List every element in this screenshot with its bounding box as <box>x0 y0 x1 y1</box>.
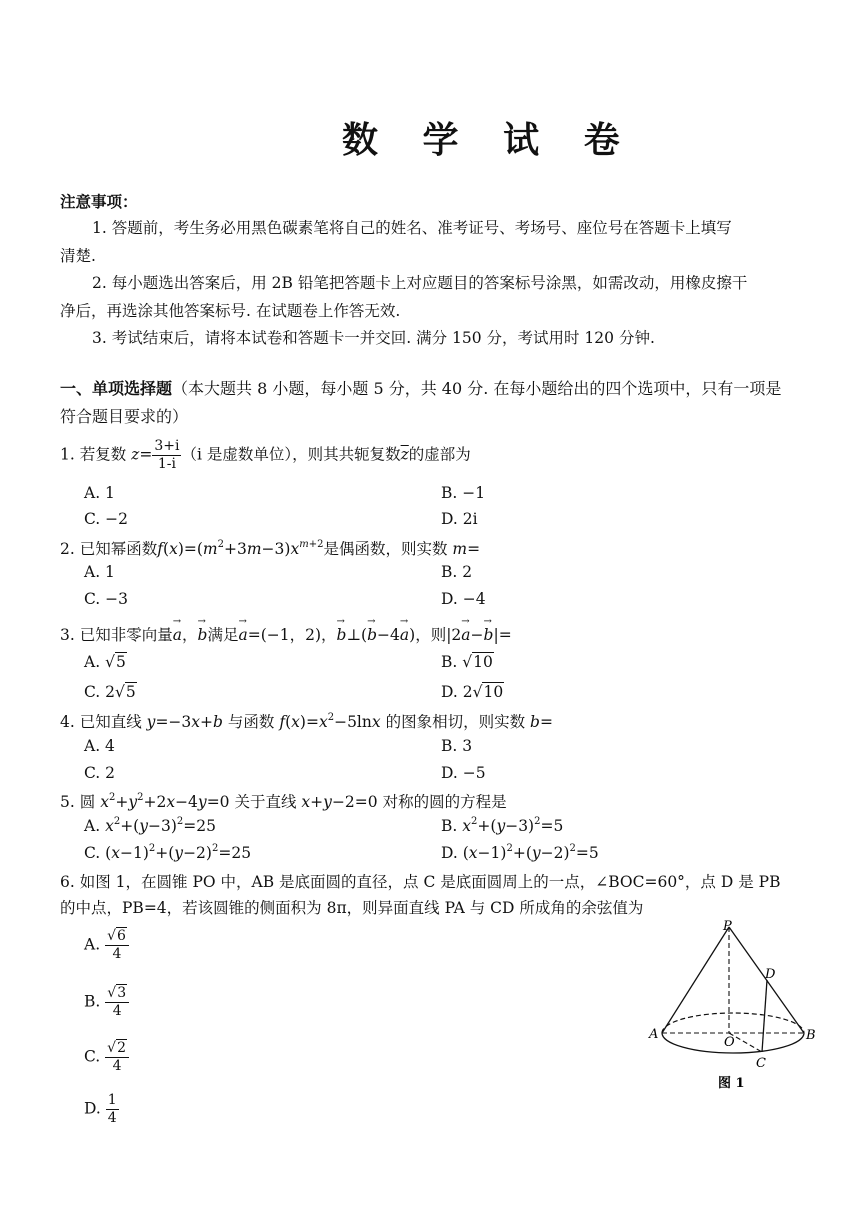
option-a[interactable]: A. 4 <box>84 737 115 755</box>
question-number: 5. <box>60 793 75 811</box>
question-text: 若复数 <box>79 445 127 464</box>
option-b[interactable]: B. −1 <box>441 484 486 502</box>
section-heading <box>60 376 781 399</box>
notice-item-1-cont: 清楚. <box>60 247 96 265</box>
question-2: 2. 已知幂函数$f(x)=(m^2+3m-3)x^{m+2}$是偶函数，则实数 m= <box>60 539 481 558</box>
option-d[interactable]: D. −4 <box>441 590 486 608</box>
option-d[interactable]: D. $(x-1)^2+(y-2)^2=5$ <box>441 843 599 862</box>
question-text: 已知幂函数 <box>79 540 158 558</box>
page-title: 数 学 试 卷 <box>342 119 636 161</box>
cone-figure <box>640 915 820 1100</box>
option-b[interactable]: B. 2 <box>441 563 473 581</box>
question-4: 4. 已知直线 y=−3x+b 与函数 $f(x)=x^2-5\ln x$ 的图象相切，则实数 b= <box>60 712 553 731</box>
question-5: 5. 圆 $x^2+y^2+2x-4y=0$ 关于直线 x+y−2=0 对称的圆的方程是 <box>60 792 507 811</box>
section-description-cont: 符合题目要求的） <box>60 407 189 426</box>
question-text: 已知非零向量 <box>79 626 173 644</box>
option-d[interactable]: D. 2i <box>441 510 478 528</box>
notice-item-1: 1. 答题前，考生务必用黑色碳素笔将自己的姓名、准考证号、考场号、座位号在答题卡上填写 <box>92 219 732 237</box>
section-description: （本大题共 8 小题，每小题 5 分，共 40 分. 在每小题给出的四个选项中，只有一项是 <box>172 379 782 398</box>
option-c[interactable]: C. −3 <box>84 590 129 608</box>
option-d[interactable]: D. $\frac{1}{4}$ <box>84 1092 117 1126</box>
label-d: D <box>765 967 776 982</box>
question-number: 2. <box>60 540 75 558</box>
option-a[interactable]: A. $x^2+(y-3)^2=25$ <box>84 816 216 835</box>
option-a[interactable]: A. 1 <box>84 484 115 502</box>
option-b[interactable]: B. $x^2+(y-3)^2=5$ <box>441 816 564 835</box>
question-3: 3. 已知非零向量→ a，→ b满足→ a=(−1，2)，→ b⊥(→ b−4→ a)，则|2→ a−→ b|= <box>60 623 512 645</box>
option-c[interactable]: C. 2 <box>84 764 116 782</box>
section-title: 一、单项选择题 <box>60 379 173 398</box>
option-d[interactable]: D. 2√10 <box>441 683 504 701</box>
notice-item-2-cont: 净后，再选涂其他答案标号. 在试题卷上作答无效. <box>60 302 401 320</box>
question-6-cont: 的中点，PB=4，若该圆锥的侧面积为 8π，则异面直线 PA 与 CD 所成角的余弦值为 <box>60 899 644 917</box>
question-6 <box>60 870 780 892</box>
option-b[interactable]: B. 3 <box>441 737 473 755</box>
fraction: $\frac{3+i}{1-i}$ <box>154 438 180 472</box>
question-1: 1. 若复数 z= $\frac{3+i}{1-i}$ （i 是虚数单位），则其共轭复数$\overline{z}$的虚部为 <box>60 438 471 472</box>
option-c[interactable]: C. $\frac{√2}{4}$ <box>84 1040 129 1075</box>
question-number: 4. <box>60 713 75 731</box>
question-text: 已知直线 <box>79 713 142 731</box>
label-p: P <box>723 919 732 934</box>
option-b[interactable]: B. √10 <box>441 653 493 671</box>
question-text: 的虚部为 <box>408 445 471 464</box>
question-text: 如图 1，在圆锥 PO 中，AB 是底面圆的直径，点 C 是底面圆周上的一点，∠BOC=60°，点 D 是 PB <box>79 873 781 891</box>
label-o: O <box>724 1035 735 1050</box>
option-b[interactable]: B. $\frac{√3}{4}$ <box>84 985 129 1020</box>
notice-item-3: 3. 考试结束后，请将本试卷和答题卡一并交回. 满分 150 分，考试用时 120 分钟. <box>92 329 655 347</box>
option-a[interactable]: A. √5 <box>84 653 126 671</box>
question-number: 6. <box>60 873 75 891</box>
option-d[interactable]: D. −5 <box>441 764 486 782</box>
figure-caption: 图 1 <box>718 1076 745 1091</box>
option-c[interactable]: C. 2√5 <box>84 683 136 701</box>
question-text: 圆 <box>79 793 96 811</box>
label-a: A <box>649 1027 659 1042</box>
notice-item-2: 2. 每小题选出答案后，用 2B 铅笔把答题卡上对应题目的答案标号涂黑，如需改动，用橡皮擦干 <box>92 274 748 292</box>
question-number: 1. <box>60 445 75 464</box>
option-a[interactable]: A. $\frac{√6}{4}$ <box>84 928 129 963</box>
label-b: B <box>806 1028 816 1043</box>
option-a[interactable]: A. 1 <box>84 563 115 581</box>
option-c[interactable]: C. $(x-1)^2+(y-2)^2=25$ <box>84 843 252 862</box>
option-c[interactable]: C. −2 <box>84 510 129 528</box>
question-text: 满足 <box>207 626 239 644</box>
question-text: （i 是虚数单位），则其共轭复数 <box>181 445 401 464</box>
question-number: 3. <box>60 626 75 644</box>
question-text: 是偶函数，则实数 <box>323 540 448 558</box>
notice-heading: 注意事项： <box>60 192 138 211</box>
label-c: C <box>756 1056 766 1071</box>
